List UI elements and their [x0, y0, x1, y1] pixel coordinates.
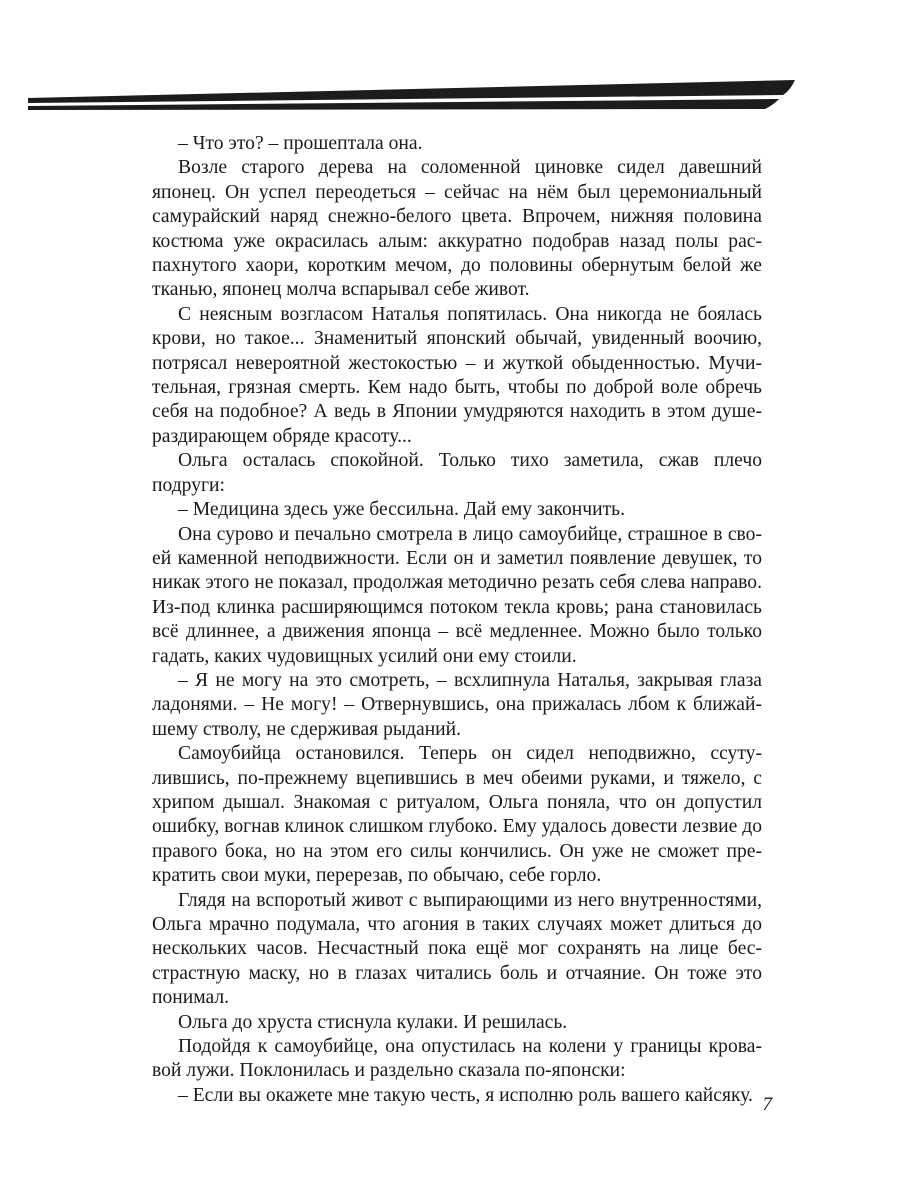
paragraph: – Медицина здесь уже бессильна. Дай ему закончить. [178, 499, 625, 521]
paragraph: С неясным возгласом Наталья попятилась. Она никогда не боялась крови, но такое... Знаменитый японский обычай, увиденный воочию, потрясал невероятной жестокостью – и жуткой обыденностью. Мучительная, грязная смерть. Кем надо быть, чтобы по доброй воле обречь себя на подобное? А ведь в Японии умудряются находить в этом душераздирающем обряде красоту... [152, 303, 762, 447]
paragraph: Подойдя к самоубийце, она опустилась на колени у границы кровавой лужи. Поклонилась и раздельно сказала по-японски: [152, 1036, 762, 1082]
paragraph: Ольга осталась спокойной. Только тихо заметила, сжав плечо подруги: [152, 450, 762, 496]
header-decoration [0, 0, 900, 130]
paragraph: – Что это? – прошептала она. [178, 133, 423, 154]
page-number: 7 [762, 1094, 772, 1115]
paragraph: Самоубийца остановился. Теперь он сидел неподвижно, ссутулившись, по-прежнему вцепившись в меч обеими руками, и тяжело, с хрипом дышал. Знакомая с ритуалом, Ольга поняла, что он допустил ошибку, вогнав клинок слишком глубоко. Ему удалось довести лезвие до правого бока, но на этом его силы кончились. Он уже не сможет прекратить свои муки, перерезав, по обычаю, себе горло. [152, 743, 762, 887]
paragraph: – Если вы окажете мне такую честь, я исполню роль вашего кайсяку. [178, 1084, 753, 1106]
paragraph: – Я не могу на это смотреть, – всхлипнула Наталья, закрывая глаза ладонями. – Не могу! – Отвернувшись, она прижалась лбом к ближайшему стволу, не сдерживая рыданий. [152, 669, 762, 740]
paragraph: Возле старого дерева на соломенной циновке сидел давешний японец. Он успел переодеться – сейчас на нём был церемониальный самурайский наряд снежно-белого цвета. Впрочем, нижняя половина костюма уже окрасилась алым: аккуратно подобрав назад полы распахнутого хаори, коротким мечом, до половины обернутым белой же тканью, японец молча вспарывал себе живот. [152, 157, 762, 301]
paragraph: Глядя на вспоротый живот с выпирающими из него внутренностями, Ольга мрачно подумала, что агония в таких случаях может длиться до нескольких часов. Несчастный пока ещё мог сохранять на лице бесстрастную маску, но в глазах читались боль и отчаяние. Он тоже это понимал. [152, 889, 762, 1009]
paragraph: Она сурово и печально смотрела в лицо самоубийце, страшное в своей каменной неподвижности. Если он и заметил появление девушек, то никак этого не показал, продолжая методично резать себя слева направо. Из-под клинка расширяющимся потоком текла кровь; рана становилась всё длиннее, а движения японца – всё медленнее. Можно было только гадать, каких чудовищных усилий они ему стоили. [152, 523, 762, 667]
paragraph: Ольга до хруста стиснула кулаки. И решилась. [178, 1011, 568, 1033]
body-text [152, 132, 762, 1108]
